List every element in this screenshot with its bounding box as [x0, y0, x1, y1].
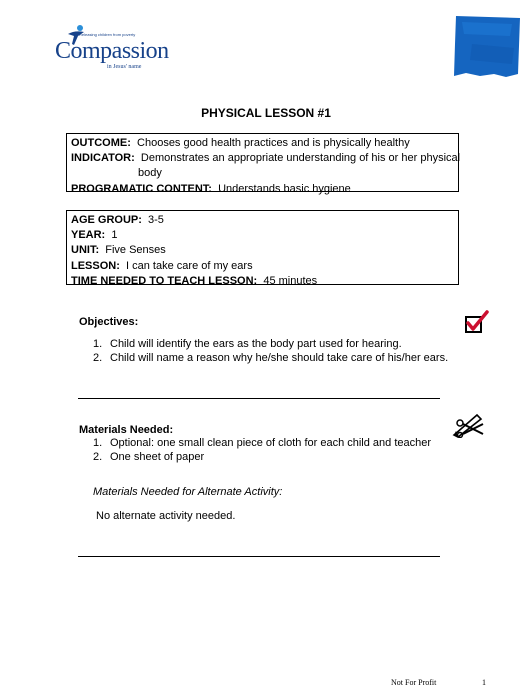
- materials-list: [93, 437, 431, 464]
- list-number: 2.: [93, 450, 103, 463]
- footer-note: Not For Profit: [391, 678, 437, 687]
- pencil-scissors-icon: [451, 410, 487, 438]
- checkbox-check-icon: [464, 310, 490, 334]
- unit-label: UNIT:: [71, 244, 100, 257]
- indicator-row: [71, 151, 461, 166]
- year-row: [71, 228, 454, 243]
- list-item: [93, 338, 448, 352]
- lesson-row: [71, 259, 454, 274]
- list-number: 1.: [93, 338, 103, 350]
- programatic-row: [71, 182, 454, 197]
- section-divider: [78, 398, 440, 399]
- list-text: Child will name a reason why he/she should take care of his/her ears.: [110, 351, 449, 364]
- lesson-value: I can take care of my ears: [126, 259, 253, 272]
- logo-wordmark: Compassion: [55, 38, 169, 64]
- logo-subline: in Jesus' name: [107, 64, 142, 70]
- logo-tagline: Releasing children from poverty: [79, 32, 136, 37]
- indicator-label: INDICATOR:: [71, 152, 135, 165]
- time-value: 45 minutes: [263, 274, 318, 287]
- section-divider: [78, 556, 440, 557]
- list-number: 2.: [93, 351, 103, 364]
- age-group-label: AGE GROUP:: [71, 214, 142, 226]
- outcome-value: Chooses good health practices and is physically healthy: [137, 137, 410, 149]
- list-text: One sheet of paper: [110, 450, 205, 463]
- outcome-box: [66, 133, 461, 195]
- materials-heading: Materials Needed:: [79, 424, 174, 436]
- programatic-label: PROGRAMATIC CONTENT:: [71, 182, 212, 195]
- list-text: Optional: one small clean piece of cloth for each child and teacher: [110, 437, 432, 449]
- alternate-materials-heading: Materials Needed for Alternate Activity:: [93, 486, 283, 498]
- alternate-materials-text: No alternate activity needed.: [96, 510, 236, 522]
- outcome-label: OUTCOME:: [71, 137, 131, 149]
- compassion-logo: [55, 24, 169, 70]
- year-value: 1: [111, 229, 118, 242]
- unit-row: [71, 243, 454, 258]
- time-label: TIME NEEDED TO TEACH LESSON:: [71, 274, 258, 287]
- lesson-label: LESSON:: [71, 259, 120, 272]
- programatic-value: Understands basic hygiene: [218, 182, 351, 195]
- list-item: [93, 352, 448, 366]
- list-text: Child will identify the ears as the body part used for hearing.: [110, 338, 402, 350]
- page-number: 1: [482, 678, 486, 687]
- page-title: PHYSICAL LESSON #1: [201, 106, 331, 120]
- outcome-row: [71, 136, 454, 151]
- list-item: [93, 451, 431, 465]
- lesson-info-box: [66, 210, 459, 285]
- objectives-heading: Objectives:: [79, 316, 139, 328]
- objectives-list: [93, 338, 448, 365]
- age-group-value: 3-5: [148, 214, 164, 226]
- age-group-row: [71, 213, 454, 228]
- time-row: [71, 274, 454, 289]
- unit-value: Five Senses: [105, 244, 166, 257]
- list-item: [93, 437, 431, 451]
- list-number: 1.: [93, 437, 103, 449]
- indicator-value: Demonstrates an appropriate understanding of his or her physical: [140, 152, 461, 165]
- year-label: YEAR:: [71, 229, 106, 242]
- indicator-continuation: body: [138, 167, 162, 180]
- blue-paint-patch: [452, 14, 522, 78]
